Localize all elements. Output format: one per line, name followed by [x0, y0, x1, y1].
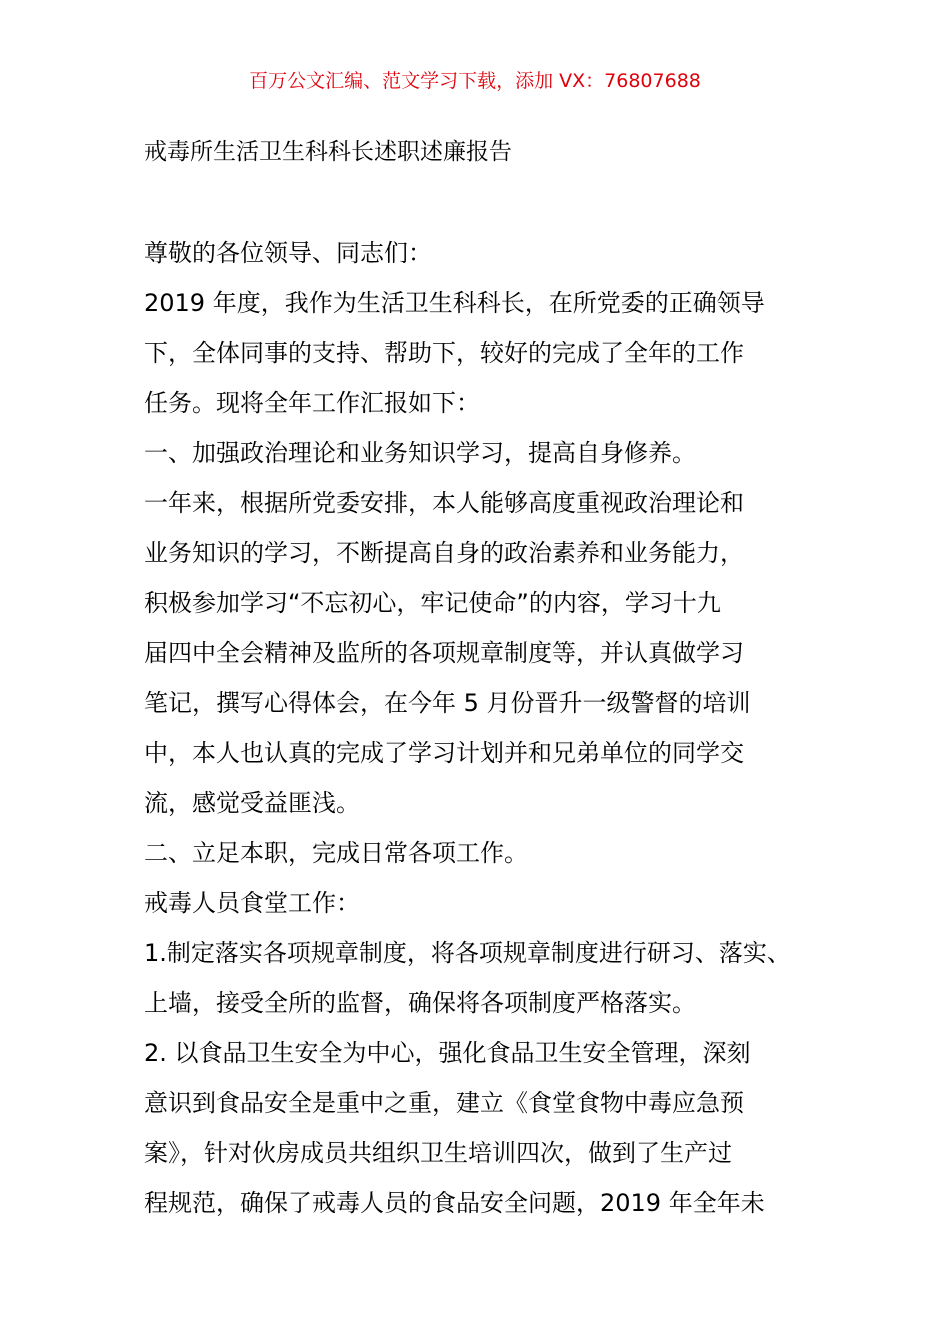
document-title: 戒毒所生活卫生科科长述职述廉报告 [144, 139, 512, 165]
section-heading-1: 一、加强政治理论和业务知识学习，提高自身修养。 [144, 439, 696, 467]
watermark-banner: 百万公文汇编、范文学习下载，添加 VX：76807688 [249, 70, 701, 92]
paragraph-line: 笔记，撰写心得体会，在今年 5 月份晋升一级警督的培训 [144, 689, 751, 717]
paragraph-line: 任务。现将全年工作汇报如下： [144, 389, 480, 417]
paragraph-line: 积极参加学习“不忘初心，牢记使命”的内容，学习十九 [144, 589, 721, 617]
paragraph-line: 中，本人也认真的完成了学习计划并和兄弟单位的同学交 [144, 739, 744, 767]
list-item-line: 意识到食品安全是重中之重，建立《食堂食物中毒应急预 [144, 1089, 744, 1117]
paragraph-line: 业务知识的学习，不断提高自身的政治素养和业务能力， [144, 539, 744, 567]
list-item-line: 程规范，确保了戒毒人员的食品安全问题，2019 年全年未 [144, 1189, 765, 1217]
paragraph-line: 一年来，根据所党委安排，本人能够高度重视政治理论和 [144, 489, 744, 517]
paragraph-line: 下，全体同事的支持、帮助下，较好的完成了全年的工作 [144, 339, 744, 367]
list-item-line: 2. 以食品卫生安全为中心，强化食品卫生安全管理，深刻 [144, 1039, 751, 1067]
salutation-line: 尊敬的各位领导、同志们： [144, 239, 432, 267]
paragraph-line: 2019 年度，我作为生活卫生科科长，在所党委的正确领导 [144, 289, 765, 317]
subsection-heading: 戒毒人员食堂工作： [144, 889, 360, 917]
list-item-line: 案》，针对伙房成员共组织卫生培训四次，做到了生产过 [144, 1139, 732, 1167]
paragraph-line: 流，感觉受益匪浅。 [144, 789, 360, 817]
list-item-line: 上墙，接受全所的监督，确保将各项制度严格落实。 [144, 989, 696, 1017]
document-body [144, 228, 824, 1228]
section-heading-2: 二、立足本职，完成日常各项工作。 [144, 839, 528, 867]
paragraph-line: 届四中全会精神及监所的各项规章制度等，并认真做学习 [144, 639, 744, 667]
list-item-line: 1.制定落实各项规章制度，将各项规章制度进行研习、落实、 [144, 939, 791, 967]
